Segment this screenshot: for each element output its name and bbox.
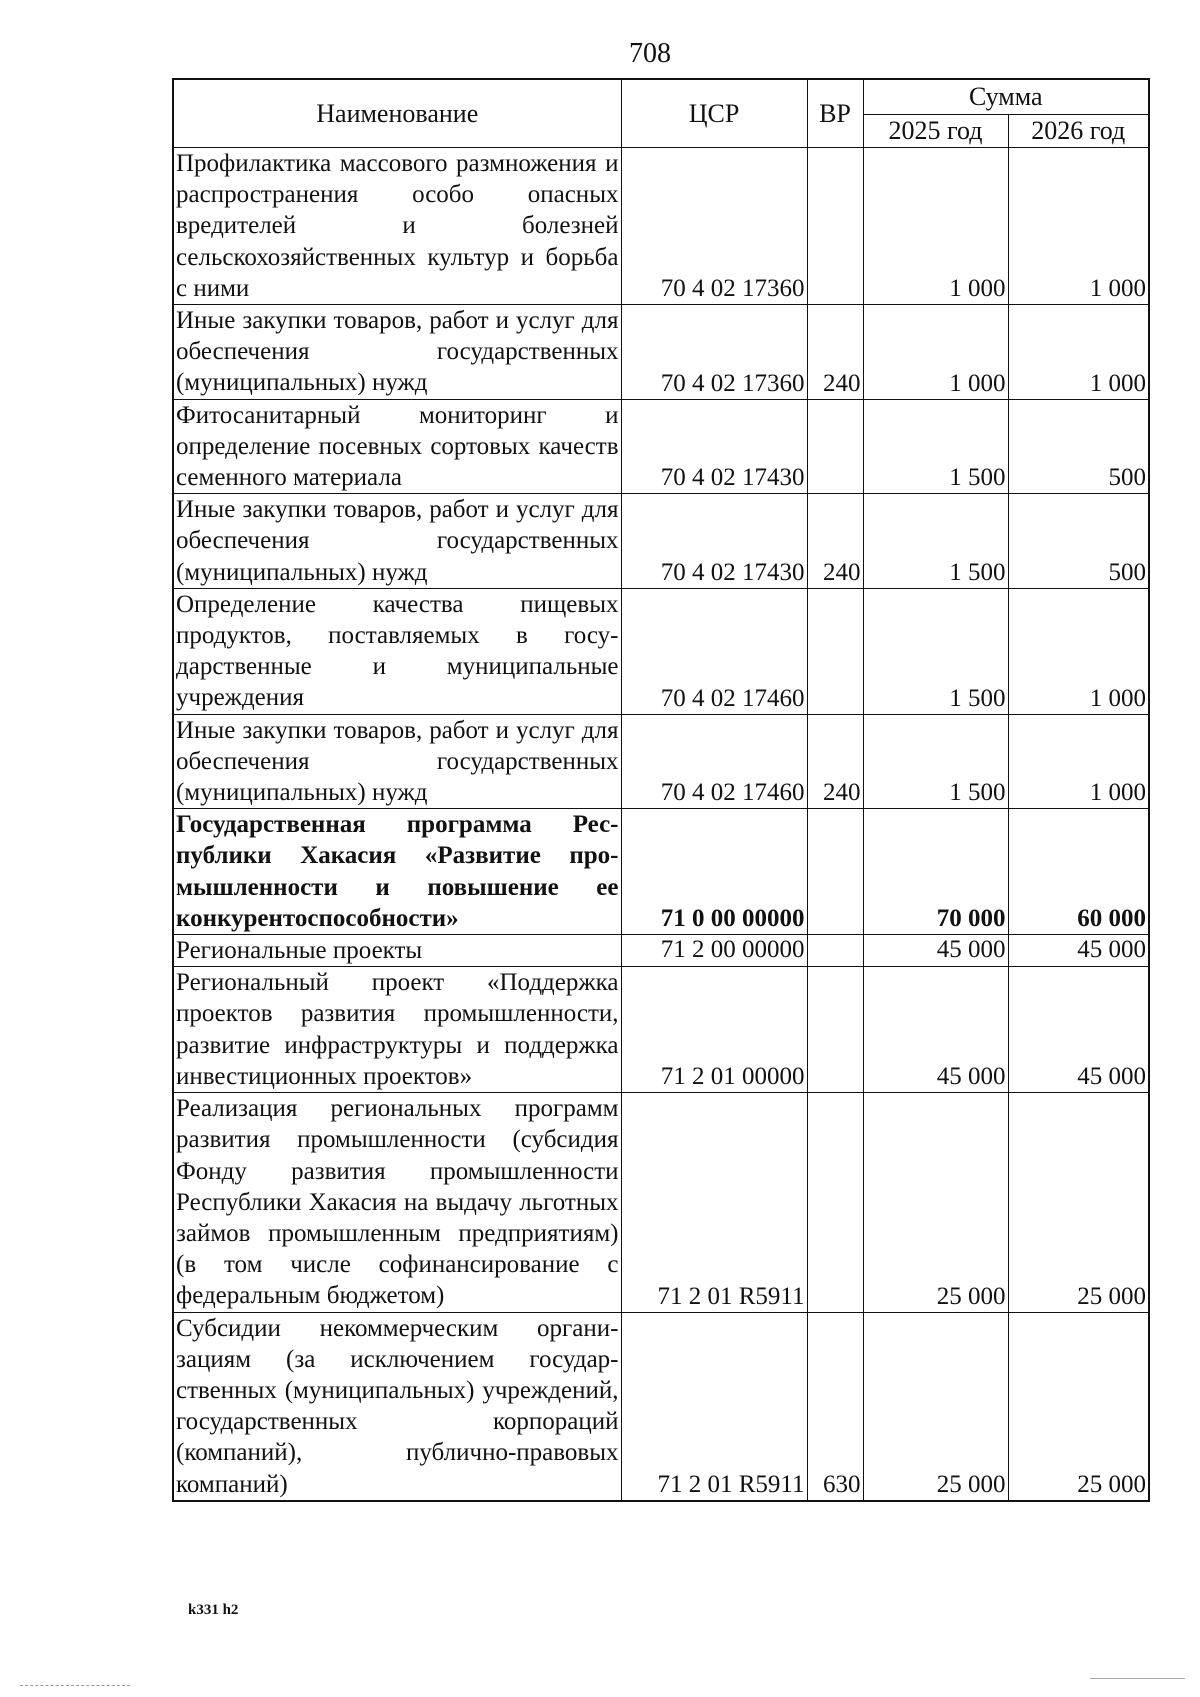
row-name: Фитосанитарный мониторинг и определение посевных сортовых качеств семенного материала [173, 399, 621, 494]
table-row [173, 588, 1149, 714]
row-sum-2026: 25 000 [1008, 1312, 1149, 1501]
row-sum-2025: 1 500 [863, 714, 1008, 809]
row-name: Иные закупки товаров, работ и услуг для обеспечения государственных (муниципальных) нужд [173, 714, 621, 809]
row-sum-2026: 500 [1008, 399, 1149, 494]
row-csr: 70 4 02 17360 [621, 148, 807, 305]
row-name: Иные закупки товаров, работ и услуг для обеспечения государственных (муниципальных) нужд [173, 305, 621, 400]
row-csr: 71 2 01 R5911 [621, 1312, 807, 1501]
row-sum-2026: 45 000 [1008, 967, 1149, 1093]
header-year-2025: 2025 год [863, 115, 1008, 148]
row-sum-2026: 1 000 [1008, 148, 1149, 305]
row-vr: 630 [807, 1312, 863, 1501]
row-sum-2025: 1 500 [863, 494, 1008, 589]
row-vr [807, 935, 863, 967]
row-sum-2025: 70 000 [863, 809, 1008, 935]
row-sum-2025: 1 500 [863, 588, 1008, 714]
table-row-program [173, 809, 1149, 935]
row-vr: 240 [807, 714, 863, 809]
row-name: Субсидии некоммерческим организациям (за исключением государственных (муниципальных) учреждений, государственных корпораций (компаний), публично-правовых компаний) [173, 1312, 621, 1501]
row-vr: 240 [807, 494, 863, 589]
row-name: Иные закупки товаров, работ и услуг для обеспечения государственных (муниципальных) нужд [173, 494, 621, 589]
table-row [173, 1093, 1149, 1312]
row-sum-2026: 25 000 [1008, 1093, 1149, 1312]
row-sum-2026: 1 000 [1008, 714, 1149, 809]
row-sum-2026: 60 000 [1008, 809, 1149, 935]
row-sum-2026: 1 000 [1008, 305, 1149, 400]
row-name: Реализация региональных программ развития промышленности (субсидия Фонду развития промышленности Республики Хакасия на выдачу льготных займов промышленным предприятиям) (в том числе софинансирование с федеральным бюджетом) [173, 1093, 621, 1312]
table-row [173, 305, 1149, 400]
row-sum-2025: 1 500 [863, 399, 1008, 494]
header-year-2026: 2026 год [1008, 115, 1149, 148]
row-csr: 70 4 02 17460 [621, 714, 807, 809]
row-csr: 70 4 02 17430 [621, 399, 807, 494]
row-csr: 71 2 01 00000 [621, 967, 807, 1093]
row-name: Профилактика массового размножения и распространения особо опасных вредителей и болезней сельскохозяйственных культур и борьба с ними [173, 148, 621, 305]
page-number: 708 [629, 38, 671, 69]
row-sum-2026: 500 [1008, 494, 1149, 589]
table-row [173, 714, 1149, 809]
header-csr: ЦСР [621, 79, 807, 148]
row-sum-2025: 45 000 [863, 935, 1008, 967]
row-name: Определение качества пищевых продуктов, поставляемых в государственные и муниципальные учреждения [173, 588, 621, 714]
row-sum-2026: 45 000 [1008, 935, 1149, 967]
row-vr [807, 809, 863, 935]
row-sum-2025: 1 000 [863, 148, 1008, 305]
table-row [173, 1312, 1149, 1501]
header-sum: Сумма [863, 79, 1149, 115]
header-name: Наименование [173, 79, 621, 148]
row-csr: 70 4 02 17430 [621, 494, 807, 589]
row-sum-2025: 1 000 [863, 305, 1008, 400]
row-vr [807, 588, 863, 714]
header-vr: ВР [807, 79, 863, 148]
row-csr: 71 2 01 R5911 [621, 1093, 807, 1312]
row-name: Государственная программа Республики Хакасия «Развитие промышленности и повышение ее конкурентоспособности» [173, 809, 621, 935]
row-sum-2025: 25 000 [863, 1312, 1008, 1501]
row-sum-2026: 1 000 [1008, 588, 1149, 714]
table-row [173, 967, 1149, 1093]
row-vr [807, 1093, 863, 1312]
row-sum-2025: 25 000 [863, 1093, 1008, 1312]
budget-table [172, 78, 1150, 1502]
table-row [173, 494, 1149, 589]
row-vr [807, 399, 863, 494]
row-vr [807, 967, 863, 1093]
row-csr: 71 0 00 00000 [621, 809, 807, 935]
row-csr: 70 4 02 17460 [621, 588, 807, 714]
scan-artifact [1090, 1678, 1185, 1681]
row-sum-2025: 45 000 [863, 967, 1008, 1093]
row-csr: 70 4 02 17360 [621, 305, 807, 400]
scan-artifact [20, 1685, 130, 1688]
row-vr [807, 148, 863, 305]
table-row [173, 148, 1149, 305]
row-vr: 240 [807, 305, 863, 400]
row-name: Региональные проекты [173, 935, 621, 967]
table-row [173, 399, 1149, 494]
footer-code: k331 h2 [188, 1602, 239, 1618]
table-row [173, 935, 1149, 967]
row-csr: 71 2 00 00000 [621, 935, 807, 967]
row-name: Региональный проект «Поддержка проектов развития промышленности, развитие инфраструктуры и поддержка инвестиционных проектов» [173, 967, 621, 1093]
